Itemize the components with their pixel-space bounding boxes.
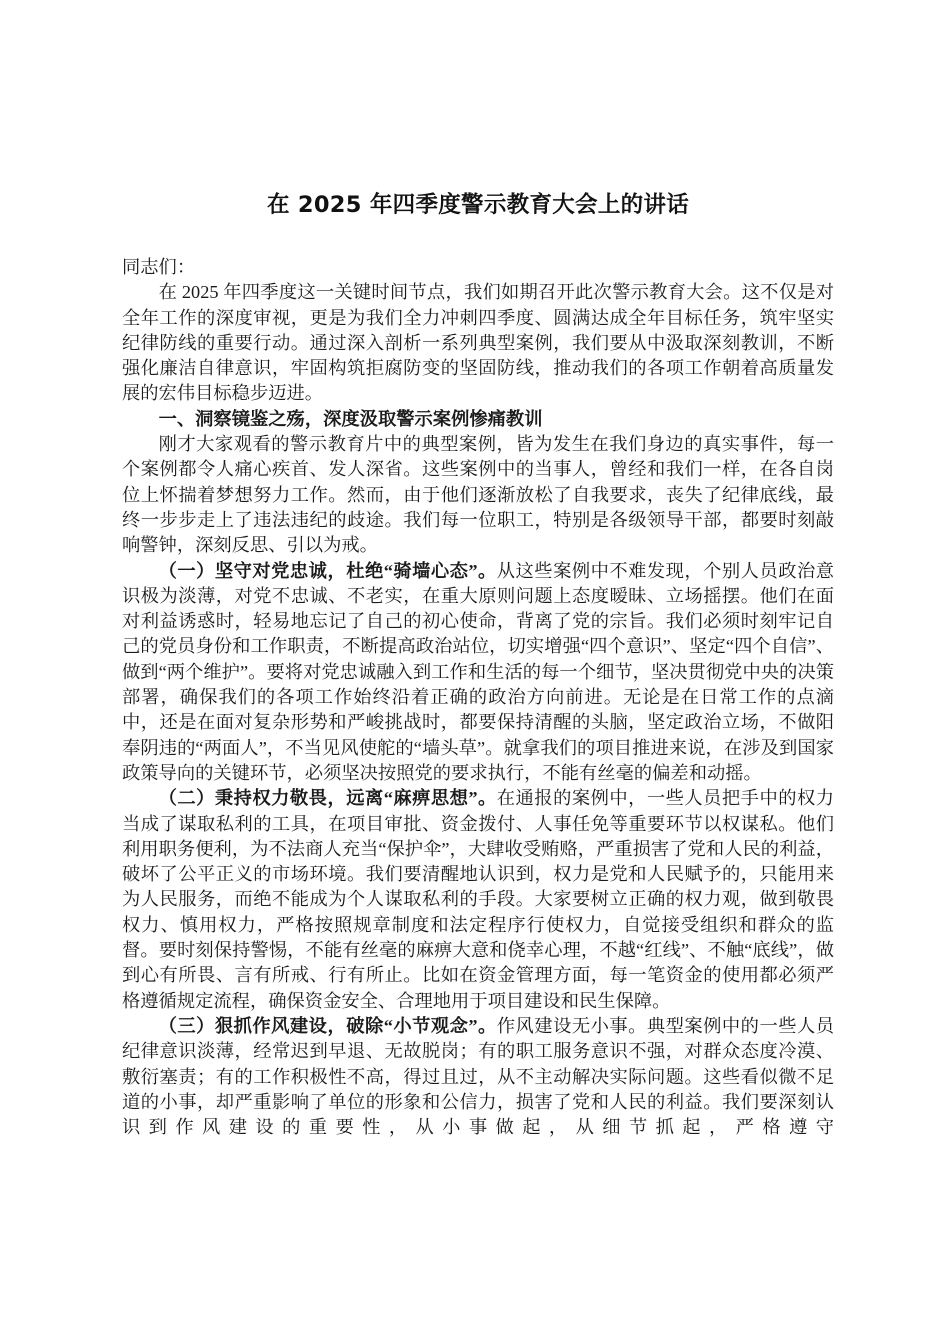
document-blocks: [122, 280, 834, 1140]
subsection-1-1-paragraph-body: 从这些案例中不难发现，个别人员政治意识极为淡薄，对党不忠诚、不老实，在重大原则问题上态度暧昧、立场摇摆。他们在面对利益诱惑时，轻易地忘记了自己的初心使命，背离了党的宗旨。我们必须时刻牢记自己的党员身份和工作职责，不断提高政治站位，切实增强“四个意识”、坚定“四个自信”、做到“两个维护”。要将对党忠诚融入到工作和生活的每一个细节，坚决贯彻党中央的决策部署，确保我们的各项工作始终沿着正确的政治方向前进。无论是在日常工作的点滴中，还是在面对复杂形势和严峻挑战时，都要保持清醒的头脑，坚定政治立场，不做阳奉阴违的“两面人”，不当见风使舵的“墙头草”。就拿我们的项目推进来说，在涉及到国家政策导向的关键环节，必须坚决按照党的要求执行，不能有丝毫的偏差和动摇。: [122, 560, 835, 783]
salutation: 同志们：: [122, 257, 196, 277]
subsection-1-3-paragraph-body: 作风建设无小事。典型案例中的一些人员纪律意识淡薄，经常迟到早退、无故脱岗；有的职工服务意识不强，对群众态度冷漠、敷衍塞责；有的工作积极性不高，得过且过，从不主动解决实际问题。这些看似微不足道的小事，却严重影响了单位的形象和公信力，损害了党和人民的利益。我们要深刻认识到作风建设的重要性，从小事做起，从细节抓起，严格遵守: [122, 1015, 835, 1138]
subsection-1-3-paragraph-lead: （三）狠抓作风建设，破除“小节观念”。: [158, 1015, 497, 1036]
subsection-1-3-paragraph: [122, 1014, 834, 1140]
section-heading-1: 一、洞察镜鉴之殇，深度汲取警示案例惨痛教训: [158, 408, 543, 429]
subsection-1-1-paragraph: [122, 559, 834, 787]
page-body: [122, 0, 834, 1140]
page-title: 在 2025 年四季度警示教育大会上的讲话: [266, 192, 690, 218]
section-1-intro-paragraph: 刚才大家观看的警示教育片中的典型案例，皆为发生在我们身边的真实事件，每一个案例都令人痛心疾首、发人深省。这些案例中的当事人，曾经和我们一样，在各自岗位上怀揣着梦想努力工作。然而，由于他们逐渐放松了自我要求，丧失了纪律底线，最终一步步走上了违法违纪的歧途。我们每一位职工，特别是各级领导干部，都要时刻敲响警钟，深刻反思、引以为戒。: [122, 434, 834, 556]
subsection-1-2-paragraph-lead: （二）秉持权力敬畏，远离“麻痹思想”。: [158, 788, 497, 809]
subsection-1-2-paragraph: [122, 786, 834, 1014]
subsection-1-2-paragraph-body: 在通报的案例中，一些人员把手中的权力当成了谋取私利的工具，在项目审批、资金拨付、人事任免等重要环节以权谋私。他们利用职务便利，为不法商人充当“保护伞”，大肆收受贿赂，严重损害了党和人民的利益，破坏了公平正义的市场环境。我们要清醒地认识到，权力是党和人民赋予的，只能用来为人民服务，而绝不能成为个人谋取私利的手段。大家要树立正确的权力观，做到敬畏权力、慎用权力，严格按照规章制度和法定程序行使权力，自觉接受组织和群众的监督。要时刻保持警惕，不能有丝毫的麻痹大意和侥幸心理，不越“红线”、不触“底线”，做到心有所畏、言有所戒、行有所止。比如在资金管理方面，每一笔资金的使用都必须严格遵循规定流程，确保资金安全、合理地用于项目建设和民生保障。: [122, 788, 835, 1011]
subsection-1-1-paragraph-lead: （一）坚守对党忠诚，杜绝“骑墙心态”。: [158, 560, 497, 581]
opening-paragraph: 在 2025 年四季度这一关键时间节点，我们如期召开此次警示教育大会。这不仅是对全年工作的深度审视，更是为我们全力冲刺四季度、圆满达成全年目标任务，筑牢坚实纪律防线的重要行动。通过深入剖析一系列典型案例，我们要从中汲取深刻教训，不断强化廉洁自律意识，牢固构筑拒腐防变的坚固防线，推动我们的各项工作朝着高质量发展的宏伟目标稳步迈进。: [122, 282, 834, 404]
